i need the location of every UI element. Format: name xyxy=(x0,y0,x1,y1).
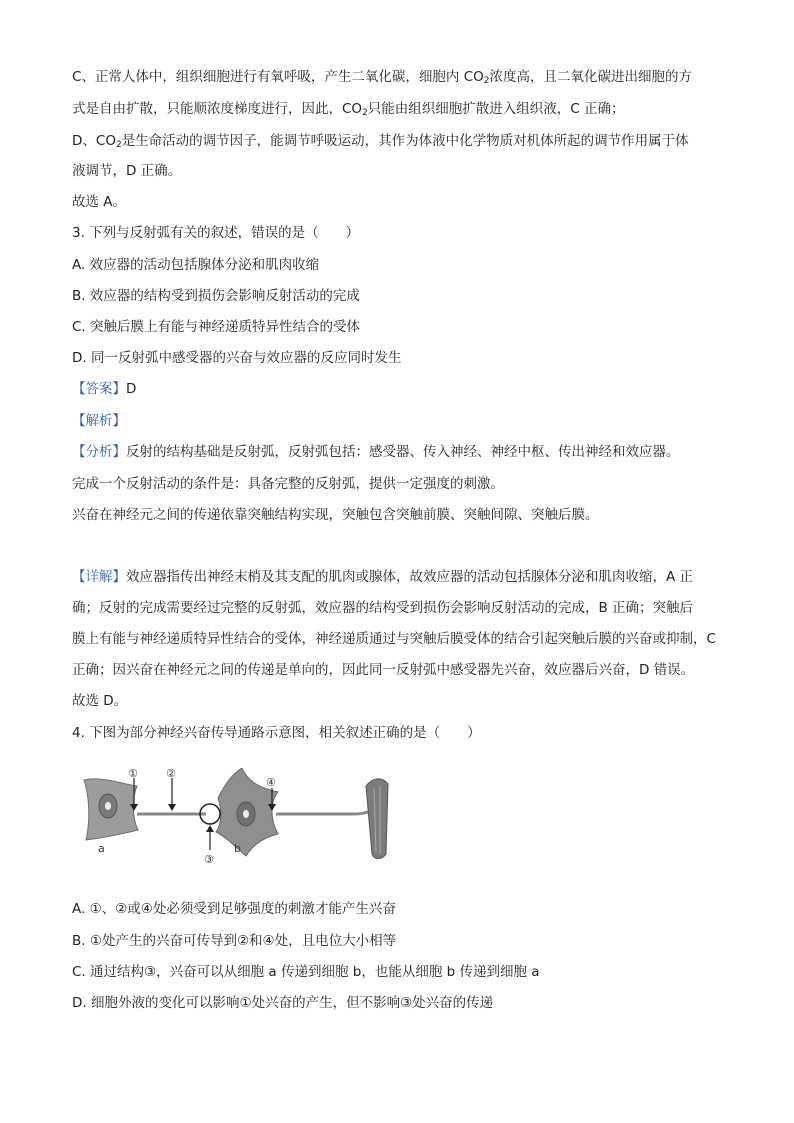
q2-answer-choice: 故选 A。 xyxy=(72,194,127,210)
q3-option-d: D. 同一反射弧中感受器的兴奋与效应器的反应同时发生 xyxy=(72,350,402,366)
q3-analysis-tag: 【解析】 xyxy=(72,413,126,429)
label-a: a xyxy=(98,842,105,855)
q3-detail-line3: 膜上有能与神经递质特异性结合的受体，神经递质通过与突触后膜受体的结合引起突触后膜的兴奋或抑制，C xyxy=(72,631,716,647)
q2-option-c-line2: 式是自由扩散，只能顺浓度梯度进行，因此，$CO_2$只能由组织细胞扩散进入组织液，C 正确； xyxy=(72,101,625,118)
q4-option-d: D. 细胞外液的变化可以影响①处兴奋的产生，但不影响③处兴奋的传递 xyxy=(72,995,494,1011)
q3-detail-line1: 【详解】效应器指传出神经末梢及其支配的肌肉或腺体，故效应器的活动包括腺体分泌和肌肉收缩，A 正 xyxy=(72,569,694,585)
neuron-pathway-figure xyxy=(82,768,402,868)
q3-fenxi-line1: 【分析】反射的结构基础是反射弧，反射弧包括：感受器、传入神经、神经中枢、传出神经和效应器。 xyxy=(72,444,680,460)
q3-answer: 【答案】D xyxy=(72,381,137,397)
q4-option-b: B. ①处产生的兴奋可传导到②和④处，且电位大小相等 xyxy=(72,933,397,949)
q3-option-c: C. 突触后膜上有能与神经递质特异性结合的受体 xyxy=(72,319,361,335)
q3-answer-choice: 故选 D。 xyxy=(72,693,128,709)
axon-b xyxy=(276,808,374,814)
q2-option-d-line2: 液调节，D 正确。 xyxy=(72,163,182,179)
label-4: ④ xyxy=(266,776,276,789)
label-b: b xyxy=(234,842,241,855)
q3-detail-line2: 确；反射的完成需要经过完整的反射弧，效应器的结构受到损伤会影响反射活动的完成，B 正确；突触后 xyxy=(72,600,694,616)
label-3: ③ xyxy=(204,853,214,866)
q3-fenxi-line3: 兴奋在神经元之间的传递依靠突触结构实现，突触包含突触前膜、突触间隙、突触后膜。 xyxy=(72,507,599,523)
q3-fenxi-line2: 完成一个反射活动的条件是：具备完整的反射弧，提供一定强度的刺激。 xyxy=(72,476,504,492)
q2-option-d-line1: D、$CO_2$是生命活动的调节因子，能调节呼吸运动，其作为体液中化学物质对机体所起的调节作用属于体 xyxy=(72,133,689,150)
q4-option-a: A. ①、②或④处必须受到足够强度的刺激才能产生兴奋 xyxy=(72,901,396,917)
q3-stem: 3. 下列与反射弧有关的叙述，错误的是（ ） xyxy=(72,225,360,241)
q4-option-c: C. 通过结构③，兴奋可以从细胞 a 传递到细胞 b，也能从细胞 b 传递到细胞 a xyxy=(72,964,540,980)
label-2: ② xyxy=(166,768,176,780)
muscle xyxy=(366,779,388,859)
q3-option-a: A. 效应器的活动包括腺体分泌和肌肉收缩 xyxy=(72,257,320,273)
q3-option-b: B. 效应器的结构受到损伤会影响反射活动的完成 xyxy=(72,288,360,304)
q4-stem: 4. 下图为部分神经兴奋传导通路示意图，相关叙述正确的是（ ） xyxy=(72,725,481,741)
q3-detail-line4: 正确；因兴奋在神经元之间的传递是单向的，因此同一反射弧中感受器先兴奋，效应器后兴奋，D 错误。 xyxy=(72,662,695,678)
q2-option-c-line1: C、正常人体中，组织细胞进行有氧呼吸，产生二氧化碳，细胞内 $CO_2$浓度高，且二氧化碳进出细胞的方 xyxy=(72,69,693,86)
answer-tag: 【答案】 xyxy=(72,381,126,397)
label-1: ① xyxy=(128,768,138,780)
